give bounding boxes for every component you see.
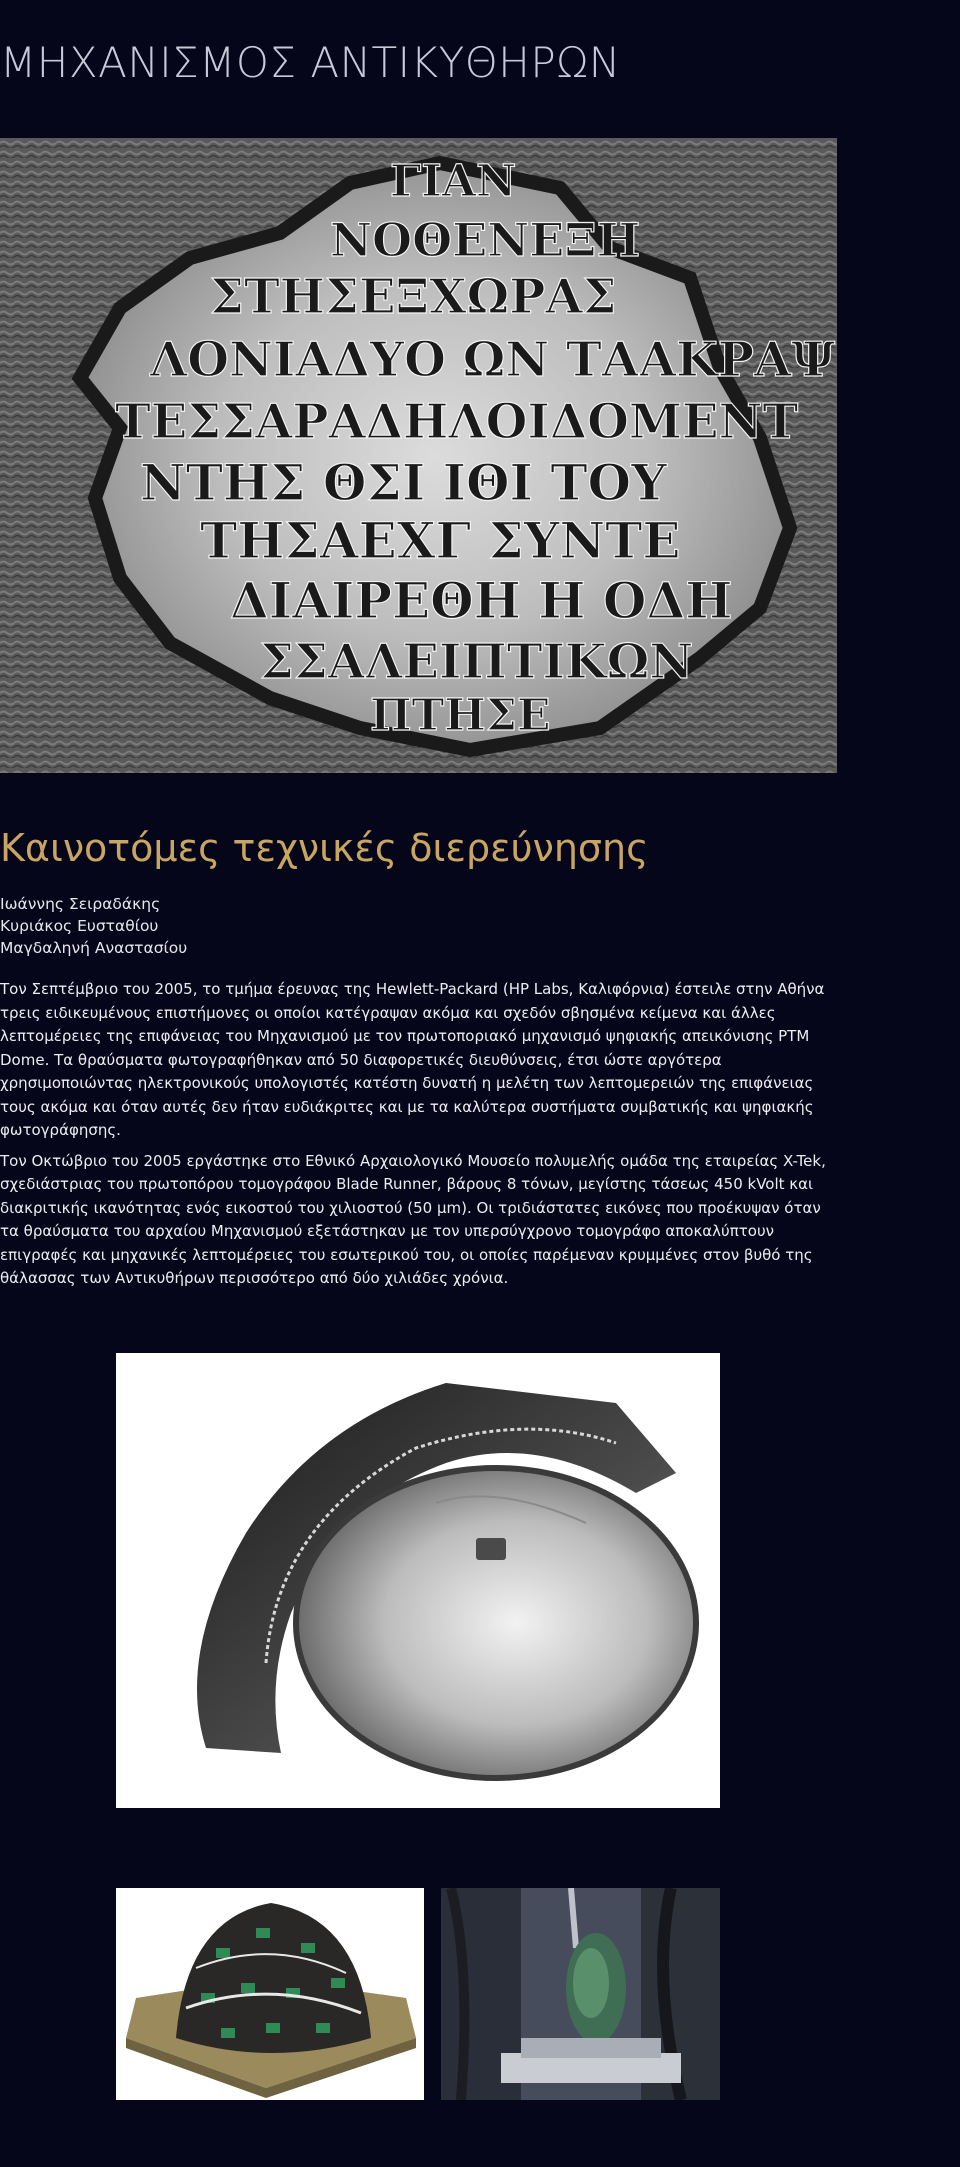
inscribed-fragment-image [0, 138, 837, 773]
inscription-line: ΝΤΗΣ ΘΣΙ ΙΘΙ ΤΟΥ [140, 453, 667, 512]
inscription-line: ΝΟΘΕΝΕΞΗ [330, 213, 641, 267]
lab-setup-figure [441, 1888, 720, 2100]
article-body [0, 978, 840, 1298]
tomograph-lab-photo-icon [441, 1888, 720, 2100]
paragraph-x-tek: Τον Οκτώβριο του 2005 εργάστηκε στο Εθνικό Αρχαιολογικό Μουσείο πολυμελής ομάδα της εταιρείας X-Tek, σχεδιάστριας του πρωτοπόρου τομογράφου Blade Runner, βάρους 8 τόνων, μεγίστης τάσεως 450 kVolt και διακριτικής ικανότητας ενός εικοστού του χιλιοστού (50 μm). Οι τριδιάστατες εικόνες που προέκυψαν όταν τα θραύσματα του αρχαίου Μηχανισμού εξετάστηκαν με τον υπερσύγχρονο τομογράφο αποκαλύπτουν επιγραφές και μηχανικές λεπτομέρειες του εσωτερικού του, οι οποίες παρέμεναν κρυμμένες στον βυθό της θάλασσας των Αντικυθήρων περισσότερο από δύο χιλιάδες χρόνια. [0, 1151, 826, 1287]
inscription-line: ΣΣΑΛΕΙΠΤΙΚΩΝ [260, 634, 694, 690]
author-name: Ιωάννης Σειραδάκης [0, 895, 161, 913]
ct-scan-fragment-image-icon [116, 1353, 720, 1808]
inscription-line: ΛΟΝΙΑΔΥΟ ΩΝ ΤΑΑΚΡΑΨ [150, 332, 836, 388]
inscribed-fragment-photo-icon [0, 138, 837, 773]
ptm-dome-figure [116, 1888, 424, 2100]
inscription-line: ΓΙΑΝ [390, 156, 517, 207]
paragraph-hp-labs: Τον Σεπτέμβριο του 2005, το τμήμα έρευνας της Hewlett-Packard (HP Labs, Καλιφόρνια) έστειλε στην Αθήνα τρεις ειδικευμένους επιστήμονες οι οποίοι κατέγραψαν ακόμα και σχεδόν σβησμένα κείμενα και άλλες λεπτομέρειες της επιφάνειας του Μηχανισμού με τον πρωτοποριακό μηχανισμό ψηφιακής απεικόνισης PTM Dome. Τα θραύσματα φωτογραφήθηκαν από 50 διαφορετικές διευθύνσεις, έτσι ώστε αργότερα χρησιμοποιώντας ηλεκτρονικούς υπολογιστές κατέστη δυνατή η μελέτη των λεπτομερειών της επιφάνειας τους ακόμα και όταν αυτές δεν ήταν ευδιάκριτες και με τα καλύτερα συστήματα συμβατικής και ψηφιακής φωτογράφησης. [0, 980, 825, 1139]
page-title: ΜΗΧΑΝΙΣΜΟΣ ΑΝΤΙΚΥΘΗΡΩΝ [0, 38, 621, 87]
inscription-line: ΠΤΗΣΕ [370, 690, 551, 741]
inscription-line: ΤΕΣΣΑΡΑΔΗΛΟΙΔΟΜΕΝΤ [115, 394, 799, 450]
inscription-line: ΣΤΗΣΕΞΧΩΡΑΣ [210, 269, 617, 325]
author-name: Μαγδαληνή Αναστασίου [0, 939, 188, 957]
inscription-line: ΤΗΣΑΕΧΓ ΣΥΝΤΕ [200, 511, 681, 570]
author-name: Κυριάκος Ευσταθίου [0, 917, 159, 935]
ct-scan-figure [116, 1353, 720, 1808]
ptm-dome-photo-icon [116, 1888, 424, 2100]
section-heading: Καινοτόμες τεχνικές διερεύνησης [0, 826, 649, 870]
author-list [0, 893, 600, 959]
inscription-line: ΔΙΑΙΡΕΘΗ Η ΟΔΗ [230, 571, 733, 630]
